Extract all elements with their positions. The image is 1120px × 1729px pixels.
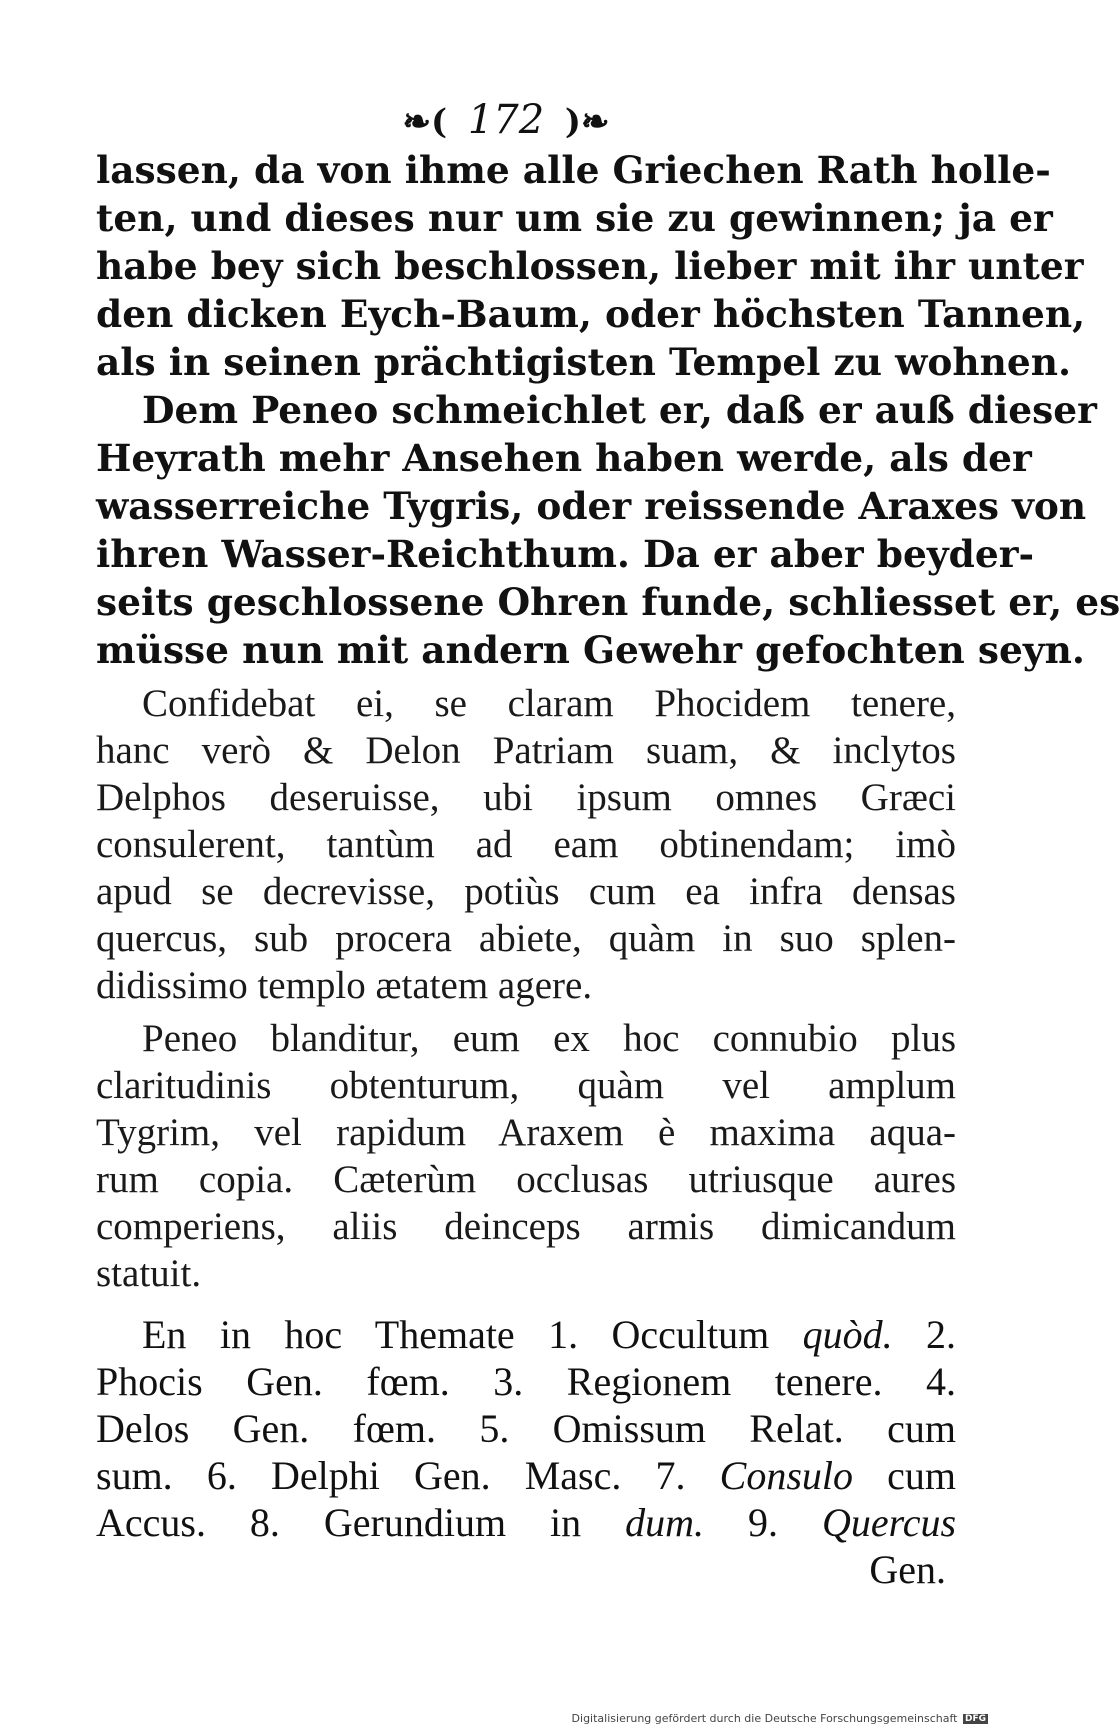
text-line: habe bey sich beschlossen, lieber mit ihr unter [96, 244, 1084, 288]
page-content [96, 96, 1120, 1593]
note-text: 1. Occultum [548, 1312, 770, 1357]
note-text: Accus. 8. Gerundium in [96, 1500, 582, 1545]
footer-text: Digitalisierung gefördert durch die Deutsche Forschungsgemeinschaft [571, 1712, 958, 1725]
ornament-right: )❧ [564, 102, 610, 142]
note-line: Gen. [869, 1547, 946, 1592]
note-text: sum. 6. Delphi Gen. Masc. 7. [96, 1453, 686, 1498]
dfg-logo: DFG [964, 1714, 986, 1724]
text-line: ihren Wasser-Reichthum. Da er aber beyder- [96, 532, 1035, 576]
note-text: cum [887, 1453, 957, 1498]
note-italic: Consulo [719, 1453, 853, 1498]
text-line: als in seinen prächtigisten Tempel zu wohnen. [96, 340, 1072, 384]
note-line: Delos Gen. fœm. 5. Omissum Relat. cum [96, 1406, 956, 1451]
note-text: En in hoc Themate [142, 1312, 515, 1357]
text-line: seits geschlossene Ohren funde, schliesset er, es [96, 580, 1120, 624]
text-line: lassen, da von ihme alle Griechen Rath holle- [96, 148, 1051, 192]
text-line: Delphos deseruisse, ubi ipsum omnes Græci [96, 776, 956, 819]
ornament-left: ❧( [402, 102, 448, 142]
text-line: müsse nun mit andern Gewehr gefochten seyn. [96, 628, 1085, 672]
note-italic: quòd. [802, 1312, 893, 1357]
text-line: hanc verò & Delon Patriam suam, & inclytos [96, 729, 956, 772]
text-line: ten, und dieses nur um sie zu gewinnen; ja er [96, 196, 1053, 240]
text-line: consulerent, tantùm ad eam obtinendam; imò [96, 823, 956, 866]
text-line: den dicken Eych-Baum, oder höchsten Tannen, [96, 292, 1086, 336]
note-italic: Quercus [821, 1500, 957, 1545]
text-line: comperiens, aliis deinceps armis dimicandum [96, 1205, 956, 1248]
note-italic: dum. [625, 1500, 705, 1545]
text-line: claritudinis obtenturum, quàm vel amplum [96, 1064, 956, 1107]
note-line [96, 1499, 956, 1546]
latin-paragraph-1 [96, 680, 956, 1009]
note-line [96, 1452, 956, 1499]
note-line [96, 1311, 956, 1358]
text-line: apud se decrevisse, potiùs cum ea infra densas [96, 870, 956, 913]
latin-paragraph-2 [96, 1015, 956, 1297]
text-line: Dem Peneo schmeichlet er, daß er auß dieser [142, 388, 1097, 432]
grammar-notes [96, 1311, 956, 1593]
text-line: wasserreiche Tygris, oder reissende Araxes von [96, 484, 1087, 528]
text-line: rum copia. Cæterùm occlusas utriusque aures [96, 1158, 956, 1201]
text-line: statuit. [96, 1252, 202, 1295]
text-line: quercus, sub procera abiete, quàm in suo splen- [96, 917, 956, 960]
text-line: didissimo templo ætatem agere. [96, 964, 593, 1007]
text-line: Heyrath mehr Ansehen haben werde, als der [96, 436, 1032, 480]
note-text: 2. [926, 1312, 957, 1357]
note-text: 9. [748, 1500, 778, 1545]
page-number: 172 [467, 97, 545, 143]
german-text [96, 146, 1120, 674]
text-line: Peneo blanditur, eum ex hoc connubio plus [142, 1017, 956, 1060]
text-line: Confidebat ei, se claram Phocidem tenere, [142, 682, 956, 725]
digitization-footer [572, 1712, 988, 1725]
note-line: Phocis Gen. fœm. 3. Regionem tenere. 4. [96, 1359, 956, 1404]
text-line: Tygrim, vel rapidum Araxem è maxima aqua- [96, 1111, 956, 1154]
page-header [56, 96, 956, 146]
